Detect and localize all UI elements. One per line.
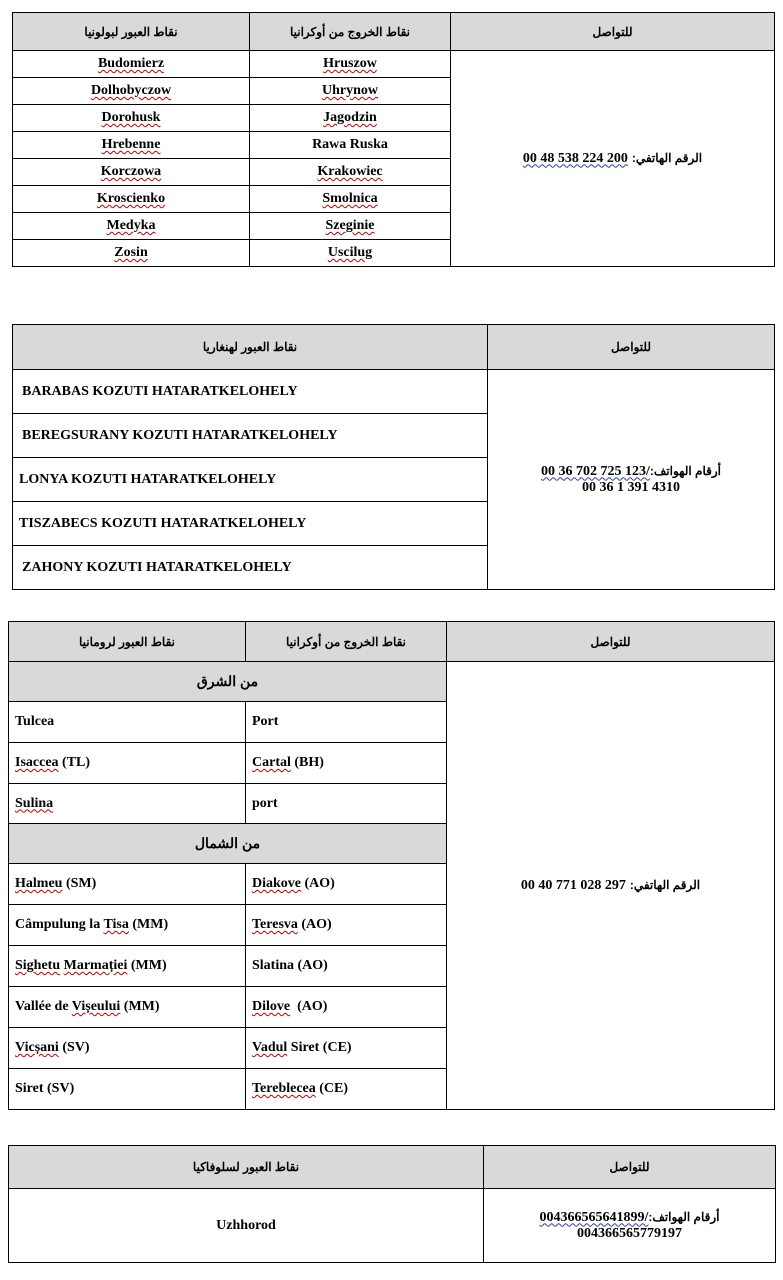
entry-point-cell: Vallée de Vișeului (MM)	[9, 987, 246, 1028]
entry-point-cell: Halmeu (SM)	[9, 864, 246, 905]
phone-number: 00 48 538 224 200	[522, 150, 628, 166]
header-entry-romania: نقاط العبور لرومانيا	[9, 622, 246, 662]
entry-point-cell: BEREGSURANY KOZUTI HATARATKELOHELY	[13, 414, 488, 458]
phone-number: 00 40 771 028 297	[520, 877, 626, 893]
entry-point-cell: Budomierz	[13, 51, 250, 78]
entry-point-cell: LONYA KOZUTI HATARATKELOHELY	[13, 458, 488, 502]
exit-point-cell: Diakove (AO)	[246, 864, 447, 905]
exit-point-cell: Smolnica	[250, 186, 451, 213]
entry-point-cell: ZAHONY KOZUTI HATARATKELOHELY	[13, 546, 488, 590]
header-contact: للتواصل	[488, 325, 775, 370]
entry-point-cell: Siret (SV)	[9, 1069, 246, 1110]
entry-point-cell: Isaccea (TL)	[9, 743, 246, 784]
entry-point-cell: Zosin	[13, 240, 250, 267]
header-entry-poland: نقاط العبور لبولونيا	[13, 13, 250, 51]
exit-point-cell: port	[246, 784, 447, 824]
entry-point-cell: Medyka	[13, 213, 250, 240]
header-exit-ukraine: نقاط الخروج من أوكرانيا	[250, 13, 451, 51]
entry-point-cell: Hrebenne	[13, 132, 250, 159]
exit-point-cell: Rawa Ruska	[250, 132, 451, 159]
header-contact: للتواصل	[447, 622, 775, 662]
entry-point-cell: Tulcea	[9, 702, 246, 743]
header-contact: للتواصل	[484, 1146, 776, 1189]
phone-number-2: 00 36 1 391 4310	[582, 479, 680, 495]
entry-point-cell: Dolhobyczow	[13, 78, 250, 105]
phone-label: أرقام الهواتف:	[648, 1209, 720, 1224]
exit-point-cell: Dilove (AO)	[246, 987, 447, 1028]
section-from-north: من الشمال	[9, 824, 447, 864]
exit-point-cell: Uhrynow	[250, 78, 451, 105]
romania-table	[8, 621, 775, 1110]
exit-point-cell: Slatina (AO)	[246, 946, 447, 987]
phone-number: 004366565641899/	[539, 1209, 649, 1225]
contact-cell	[488, 370, 775, 590]
contact-cell	[451, 51, 775, 267]
phone-label: أرقام الهواتف:	[649, 463, 721, 478]
section-from-east: من الشرق	[9, 662, 447, 702]
entry-point-cell: Kroscienko	[13, 186, 250, 213]
poland-table	[12, 12, 775, 267]
phone-number-2: 004366565779197	[577, 1225, 682, 1241]
entry-point-cell: Vicșani (SV)	[9, 1028, 246, 1069]
exit-point-cell: Teresva (AO)	[246, 905, 447, 946]
exit-point-cell: Krakowiec	[250, 159, 451, 186]
phone-label: الرقم الهاتفي:	[629, 877, 701, 892]
entry-point-cell: TISZABECS KOZUTI HATARATKELOHELY	[13, 502, 488, 546]
entry-point-cell: Dorohusk	[13, 105, 250, 132]
entry-point-cell: Korczowa	[13, 159, 250, 186]
exit-point-cell: Cartal (BH)	[246, 743, 447, 784]
phone-number: 00 36 702 725 123/	[541, 463, 650, 479]
slovakia-table	[8, 1145, 776, 1263]
phone-label: الرقم الهاتفي:	[631, 150, 703, 165]
exit-point-cell: Tereblecea (CE)	[246, 1069, 447, 1110]
header-entry-slovakia: نقاط العبور لسلوفاكيا	[9, 1146, 484, 1189]
header-exit-ukraine: نقاط الخروج من أوكرانيا	[246, 622, 447, 662]
entry-point-cell: BARABAS KOZUTI HATARATKELOHELY	[13, 370, 488, 414]
exit-point-cell: Jagodzin	[250, 105, 451, 132]
entry-point-cell: Sulina	[9, 784, 246, 824]
entry-point-cell: Câmpulung la Tisa (MM)	[9, 905, 246, 946]
contact-cell	[447, 662, 775, 1110]
exit-point-cell: Uscilug	[250, 240, 451, 267]
contact-cell	[484, 1189, 776, 1263]
exit-point-cell: Port	[246, 702, 447, 743]
entry-point-cell: Sighetu Marmației (MM)	[9, 946, 246, 987]
exit-point-cell: Vadul Siret (CE)	[246, 1028, 447, 1069]
exit-point-cell: Szeginie	[250, 213, 451, 240]
hungary-table	[12, 324, 775, 590]
exit-point-cell: Hruszow	[250, 51, 451, 78]
header-contact: للتواصل	[451, 13, 775, 51]
header-entry-hungary: نقاط العبور لهنغاريا	[13, 325, 488, 370]
entry-point-cell: Uzhhorod	[9, 1189, 484, 1263]
